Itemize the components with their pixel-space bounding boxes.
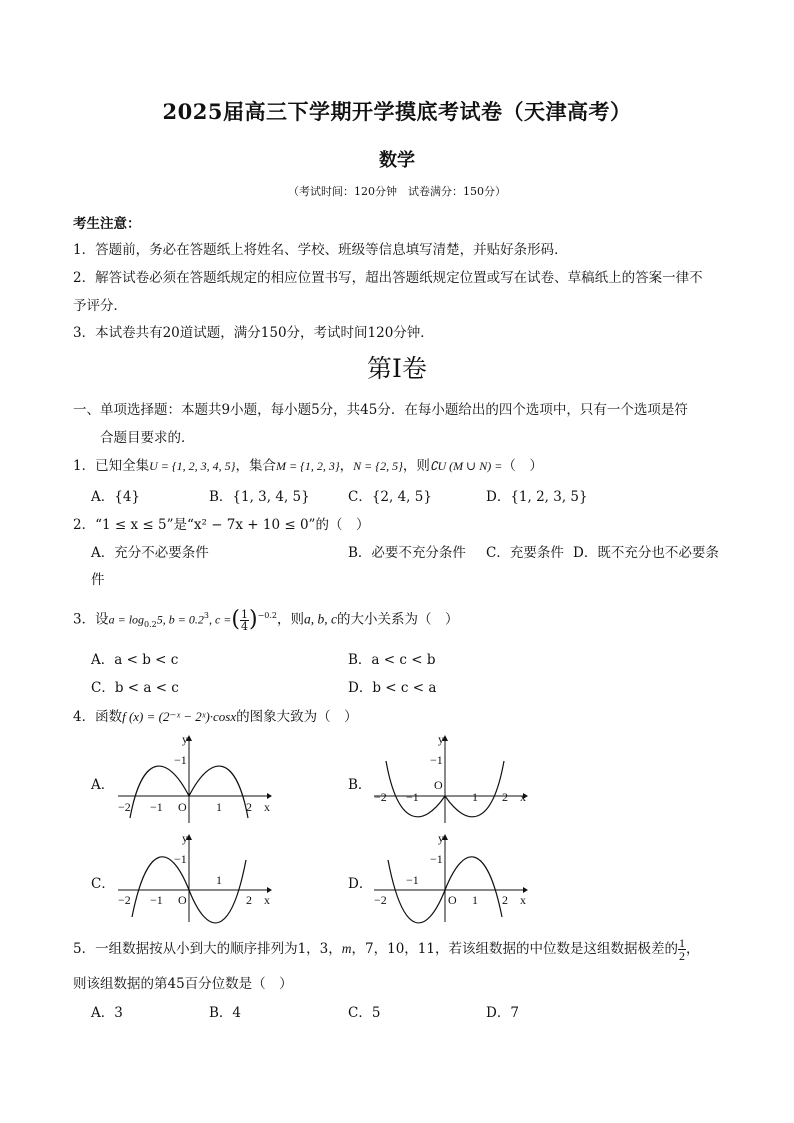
q5-var-m: m [341, 941, 352, 956]
graph-a-x-label: x [264, 800, 270, 814]
graph-d-x-label: x [520, 893, 526, 907]
q3-c-def: , c = [208, 612, 232, 627]
graph-d-tick-neg2: −2 [374, 893, 387, 907]
q5-fraction-half: $\frac{1}{2}$ [678, 936, 685, 963]
notice-heading: 考生注意： [73, 216, 141, 232]
graph-b-x-label: x [520, 790, 526, 804]
graph-d-tick-top: −1 [430, 852, 443, 866]
graph-c-tick-neg1: −1 [150, 893, 163, 907]
graph-b-tick-1: 1 [472, 790, 478, 804]
notice-item-2-cont: 予评分． [73, 298, 127, 314]
q3-tail: 的大小关系为（ ） [337, 611, 459, 628]
q1-set-m: M = {1, 2, 3} [275, 459, 340, 473]
q2-option-d-cont: 件 [91, 572, 105, 588]
q5-line1-a: 5．一组数据按从小到大的顺序排列为1，3， [73, 941, 342, 957]
subject-title: 数学 [379, 150, 415, 171]
q3-exponent-3: 3 [203, 611, 209, 620]
q1-option-d[interactable]: D．{1, 2, 3, 5} [486, 489, 588, 505]
q3-option-d[interactable]: D．b < c < a [348, 680, 437, 696]
notice-item-3: 3．本试卷共有20道试题，满分150分，考试时间120分钟． [73, 325, 434, 341]
graph-b-tick-top: −1 [430, 753, 443, 767]
section-1-heading-cont: 合题目要求的． [100, 430, 195, 446]
q3-option-a[interactable]: A．a < b < c [91, 652, 179, 668]
q4-graph-a[interactable] [112, 733, 272, 825]
q3-vars: a, b, c [304, 611, 338, 627]
q4-graph-d[interactable] [368, 832, 528, 924]
exam-title: 2025届高三下学期开学摸底考试卷（天津高考） [162, 99, 632, 124]
notice-item-2: 2．解答试卷必须在答题纸规定的相应位置书写，超出答题纸规定位置或写在试卷、草稿纸上的答案一律不 [73, 270, 703, 286]
graph-c-tick-2: 2 [246, 893, 252, 907]
q4-option-c[interactable]: C． [91, 876, 115, 892]
graph-b-tick-neg2: −2 [374, 790, 387, 804]
graph-c-tick-top: −1 [174, 852, 187, 866]
q1-option-c[interactable]: C．{2, 4, 5} [348, 489, 432, 505]
q5-option-b[interactable]: B．4 [209, 1005, 242, 1021]
q3-a-def: a = log [108, 612, 145, 627]
graph-c-origin: O [178, 893, 187, 907]
q5-option-a[interactable]: A．3 [91, 1005, 123, 1021]
graph-d-tick-2: 2 [502, 893, 508, 907]
q1-set-n: N = {2, 5} [353, 459, 403, 473]
q3-mid: ，则 [277, 611, 305, 628]
graph-d-tick-neg1: −1 [406, 873, 419, 887]
graph-d-origin: O [448, 893, 457, 907]
q2-option-d[interactable]: D．既不充分也不必要条 [573, 545, 719, 561]
q3-log-base: 0.2 [144, 620, 157, 630]
q3-option-c[interactable]: C．b < a < c [91, 680, 179, 696]
q1-option-b[interactable]: B．{1, 3, 4, 5} [209, 489, 310, 505]
q4-function: f (x) = (2⁻ˣ − 2ˣ)·cosx [122, 709, 237, 724]
question-3-stem: 3．设$a = \log_{0.2}5$, $b = 0.2^3$, c =( $\frac{1}{4}$ )$^{-0.2}$，则a, b, c的大小关系为（ ） [73, 607, 459, 633]
q5-option-d[interactable]: D．7 [486, 1005, 519, 1021]
q4-tail: 的图象大致为（ ） [236, 709, 358, 725]
graph-a-tick-neg1: −1 [150, 800, 163, 814]
graph-a-y-label: y [182, 732, 188, 746]
q1-mid2: ，则 [402, 458, 430, 474]
q5-line1-b: ，7，10，11，若该组数据的中位数是这组数据极差的 [351, 941, 678, 957]
graph-c-tick-neg2: −2 [118, 893, 131, 907]
graph-b-tick-neg1: −1 [406, 790, 419, 804]
question-5-stem-cont: 则该组数据的第45百分位数是（ ） [73, 976, 293, 992]
section-1-line-1: 一、单项选择题：本题共9小题，每小题5分，共45分．在每小题给出的四个选项中，只有一个选项是符 [73, 402, 688, 418]
graph-b-tick-2: 2 [502, 790, 508, 804]
graph-a-tick-top: −1 [174, 753, 187, 767]
question-1-stem [73, 454, 543, 474]
graph-a-tick-2: 2 [246, 800, 252, 814]
volume-title: 第Ⅰ卷 [367, 354, 427, 383]
q1-option-a[interactable]: A．{4} [91, 489, 141, 505]
q2-option-b[interactable]: B．必要不充分条件 [348, 545, 466, 561]
question-4-stem [73, 705, 358, 725]
q4-option-d[interactable]: D． [348, 876, 373, 892]
graph-a-tick-1: 1 [216, 800, 222, 814]
q5-line1-c: ， [685, 941, 700, 957]
graph-d-y-label: y [438, 831, 444, 845]
graph-d-tick-1: 1 [472, 893, 478, 907]
q2-option-a[interactable]: A．充分不必要条件 [91, 545, 209, 561]
q4-graph-c[interactable] [112, 832, 272, 924]
q3-fraction: $\frac{1}{4}$ [241, 607, 248, 633]
q3-b-def: 5, b = 0.2 [156, 612, 204, 627]
graph-a-tick-neg2: −2 [118, 800, 131, 814]
graph-c-tick-1: 1 [216, 873, 222, 887]
q3-exponent: −0.2 [257, 611, 278, 620]
graph-c-x-label: x [264, 893, 270, 907]
q1-universal-set: U = {1, 2, 3, 4, 5} [149, 459, 236, 473]
q2-option-c[interactable]: C．充要条件 [486, 545, 564, 561]
question-5-stem [73, 936, 699, 962]
q4-prefix: 4．函数 [73, 709, 123, 725]
graph-b-y-label: y [438, 732, 444, 746]
q1-sep: ， [339, 458, 354, 474]
graph-b-origin: O [434, 778, 443, 792]
q4-graph-b[interactable] [368, 733, 528, 825]
notice-item-1: 1．答题前，务必在答题纸上将姓名、学校、班级等信息填写清楚，并贴好条形码． [73, 242, 568, 258]
section-1-heading [73, 398, 688, 418]
q4-option-a[interactable]: A． [91, 777, 115, 793]
q5-option-c[interactable]: C．5 [348, 1005, 381, 1021]
q4-option-b[interactable]: B． [348, 777, 372, 793]
graph-c-y-label: y [182, 831, 188, 845]
exam-time-info: （考试时间：120分钟 试卷满分：150分） [288, 185, 506, 198]
q1-prefix: 1．已知全集 [73, 458, 150, 474]
q3-option-b[interactable]: B．a < c < b [348, 652, 436, 668]
graph-a-origin: O [178, 800, 187, 814]
q3-prefix: 3．设 [73, 611, 109, 628]
q1-expression: ∁U (M ∪ N) = [429, 459, 503, 473]
q1-mid: ，集合 [235, 458, 276, 474]
q1-tail: （ ） [502, 458, 543, 474]
question-2-stem: 2．“1 ≤ x ≤ 5”是“x² − 7x + 10 ≤ 0”的（ ） [73, 517, 370, 533]
